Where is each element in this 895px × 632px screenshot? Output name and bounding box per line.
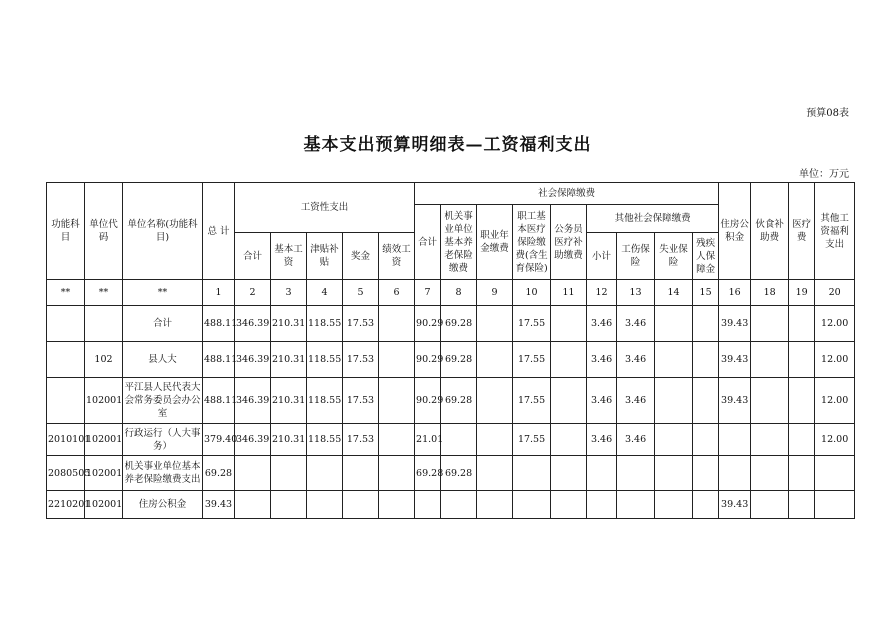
cell-o-sub: 3.46 [587,342,617,378]
cell-func-code [47,342,85,378]
cell-o-injury: 3.46 [617,424,655,456]
cell-w-bonus: 17.53 [343,342,379,378]
header-medical-insurance: 职工基本医疗保险缴费(含生育保险) [513,205,551,280]
index-cell: 13 [617,280,655,306]
cell-w-bonus [343,491,379,519]
cell-name: 行政运行（人大事务） [123,424,203,456]
cell-s-total: 90.29 [415,342,441,378]
table-row [47,306,855,342]
cell-w-basic: 210.31 [271,342,307,378]
cell-housing: 39.43 [719,491,751,519]
cell-medical [789,424,815,456]
cell-o-disabled [693,491,719,519]
cell-other-wage [815,456,855,491]
cell-other-wage: 12.00 [815,306,855,342]
cell-meal [751,378,789,424]
cell-w-perf [379,378,415,424]
cell-s-total: 90.29 [415,378,441,424]
header-unit-name: 单位名称(功能科目) [123,183,203,280]
cell-unit-code: 102001 [85,456,123,491]
cell-o-sub [587,456,617,491]
cell-w-basic: 210.31 [271,378,307,424]
header-other-social-group: 其他社会保障缴费 [587,205,719,233]
cell-s-pension: 69.28 [441,378,477,424]
index-cell: 10 [513,280,551,306]
cell-o-unemploy [655,306,693,342]
index-cell: 3 [271,280,307,306]
index-cell: 5 [343,280,379,306]
cell-meal [751,456,789,491]
cell-w-bonus [343,456,379,491]
cell-total: 488.11 [203,306,235,342]
cell-o-unemploy [655,424,693,456]
cell-o-disabled [693,378,719,424]
cell-other-wage: 12.00 [815,378,855,424]
cell-o-disabled [693,456,719,491]
cell-w-perf [379,424,415,456]
cell-s-total: 21.01 [415,424,441,456]
page-title: 基本支出预算明细表—工资福利支出 [303,135,592,155]
index-cell: 4 [307,280,343,306]
cell-medical [789,306,815,342]
cell-o-disabled [693,306,719,342]
table-row [47,456,855,491]
cell-o-sub: 3.46 [587,424,617,456]
header-pension: 机关事业单位基本养老保险缴费 [441,205,477,280]
cell-w-allowance: 118.55 [307,424,343,456]
cell-unit-code [85,306,123,342]
header-annuity: 职业年金缴费 [477,205,513,280]
cell-other-wage: 12.00 [815,342,855,378]
cell-meal [751,424,789,456]
cell-medical [789,456,815,491]
cell-s-pension: 69.28 [441,456,477,491]
cell-housing: 39.43 [719,378,751,424]
index-cell: 9 [477,280,513,306]
cell-meal [751,342,789,378]
cell-s-civil [551,378,587,424]
cell-w-basic [271,491,307,519]
cell-w-total [235,491,271,519]
cell-s-medical [513,491,551,519]
cell-housing: 39.43 [719,306,751,342]
cell-total: 488.11 [203,378,235,424]
cell-name: 合计 [123,306,203,342]
index-cell: ** [47,280,85,306]
form-number: 预算08表 [806,108,849,119]
cell-o-disabled [693,424,719,456]
cell-s-pension [441,491,477,519]
cell-w-total [235,456,271,491]
index-cell: 20 [815,280,855,306]
cell-w-total: 346.39 [235,306,271,342]
cell-s-annuity [477,456,513,491]
cell-name: 县人大 [123,342,203,378]
index-cell: 16 [719,280,751,306]
cell-o-injury: 3.46 [617,378,655,424]
cell-func-code: 2210201 [47,491,85,519]
index-cell: 18 [751,280,789,306]
cell-w-basic [271,456,307,491]
header-unemployment: 失业保险 [655,233,693,280]
cell-s-total: 90.29 [415,306,441,342]
table-row [47,342,855,378]
cell-s-civil [551,456,587,491]
cell-s-civil [551,306,587,342]
header-total: 总 计 [203,183,235,280]
header-medical: 医疗费 [789,183,815,280]
cell-s-pension [441,424,477,456]
cell-o-sub: 3.46 [587,306,617,342]
index-cell: 19 [789,280,815,306]
header-wage-total: 合计 [235,233,271,280]
cell-o-injury: 3.46 [617,306,655,342]
cell-s-total: 69.28 [415,456,441,491]
cell-w-allowance [307,491,343,519]
cell-s-annuity [477,378,513,424]
cell-s-pension: 69.28 [441,306,477,342]
cell-w-allowance: 118.55 [307,306,343,342]
cell-meal [751,491,789,519]
cell-total: 379.40 [203,424,235,456]
index-row [47,280,855,306]
cell-o-unemploy [655,491,693,519]
cell-s-annuity [477,491,513,519]
cell-o-injury: 3.46 [617,342,655,378]
cell-s-annuity [477,424,513,456]
table-row [47,491,855,519]
cell-w-perf [379,306,415,342]
cell-housing [719,424,751,456]
cell-housing [719,456,751,491]
header-civil-medical: 公务员医疗补助缴费 [551,205,587,280]
index-cell: 6 [379,280,415,306]
unit-label: 单位：万元 [799,169,849,180]
header-injury: 工伤保险 [617,233,655,280]
cell-o-sub: 3.46 [587,378,617,424]
cell-func-code: 2080505 [47,456,85,491]
cell-w-perf [379,456,415,491]
cell-s-civil [551,342,587,378]
table-row [47,378,855,424]
header-allowance: 津贴补贴 [307,233,343,280]
cell-o-unemploy [655,342,693,378]
cell-name: 机关事业单位基本养老保险缴费支出 [123,456,203,491]
cell-w-allowance: 118.55 [307,342,343,378]
header-other-wage: 其他工资福利支出 [815,183,855,280]
header-social-group: 社会保障缴费 [415,183,719,205]
cell-o-unemploy [655,456,693,491]
header-wage-group: 工资性支出 [235,183,415,233]
cell-w-total: 346.39 [235,424,271,456]
cell-total: 39.43 [203,491,235,519]
header-other-subtotal: 小计 [587,233,617,280]
header-housing: 住房公积金 [719,183,751,280]
cell-s-medical: 17.55 [513,378,551,424]
cell-medical [789,378,815,424]
cell-s-civil [551,424,587,456]
cell-s-pension: 69.28 [441,342,477,378]
budget-table [46,182,855,519]
cell-total: 488.11 [203,342,235,378]
header-basic-wage: 基本工资 [271,233,307,280]
index-cell: 12 [587,280,617,306]
header-bonus: 奖金 [343,233,379,280]
cell-w-bonus: 17.53 [343,378,379,424]
header-performance: 绩效工资 [379,233,415,280]
header-unit-code: 单位代码 [85,183,123,280]
cell-o-disabled [693,342,719,378]
table-row [47,424,855,456]
header-social-total: 合计 [415,205,441,280]
cell-o-injury [617,456,655,491]
cell-unit-code: 102001 [85,378,123,424]
cell-s-civil [551,491,587,519]
cell-s-medical: 17.55 [513,424,551,456]
cell-o-unemploy [655,378,693,424]
cell-other-wage: 12.00 [815,424,855,456]
cell-w-total: 346.39 [235,378,271,424]
cell-func-code [47,378,85,424]
index-cell: 1 [203,280,235,306]
index-cell: 7 [415,280,441,306]
cell-w-bonus: 17.53 [343,424,379,456]
cell-func-code: 2010101 [47,424,85,456]
cell-unit-code: 102 [85,342,123,378]
cell-unit-code: 102001 [85,491,123,519]
index-cell: 11 [551,280,587,306]
header-disabled-fund: 残疾人保障金 [693,233,719,280]
cell-name: 平江县人民代表大会常务委员会办公室 [123,378,203,424]
cell-o-sub [587,491,617,519]
cell-w-basic: 210.31 [271,424,307,456]
cell-w-perf [379,342,415,378]
cell-w-allowance: 118.55 [307,378,343,424]
cell-o-injury [617,491,655,519]
cell-unit-code: 102001 [85,424,123,456]
index-cell: 14 [655,280,693,306]
cell-func-code [47,306,85,342]
cell-s-medical [513,456,551,491]
cell-medical [789,491,815,519]
cell-s-total [415,491,441,519]
cell-s-medical: 17.55 [513,306,551,342]
cell-medical [789,342,815,378]
cell-s-medical: 17.55 [513,342,551,378]
index-cell: ** [85,280,123,306]
index-cell: 8 [441,280,477,306]
index-cell: ** [123,280,203,306]
cell-w-perf [379,491,415,519]
cell-housing: 39.43 [719,342,751,378]
index-cell: 15 [693,280,719,306]
header-meal: 伙食补助费 [751,183,789,280]
cell-w-basic: 210.31 [271,306,307,342]
cell-meal [751,306,789,342]
index-cell: 2 [235,280,271,306]
cell-w-allowance [307,456,343,491]
cell-w-bonus: 17.53 [343,306,379,342]
cell-s-annuity [477,306,513,342]
header-func-code: 功能科目 [47,183,85,280]
cell-w-total: 346.39 [235,342,271,378]
cell-total: 69.28 [203,456,235,491]
cell-other-wage [815,491,855,519]
cell-s-annuity [477,342,513,378]
cell-name: 住房公积金 [123,491,203,519]
